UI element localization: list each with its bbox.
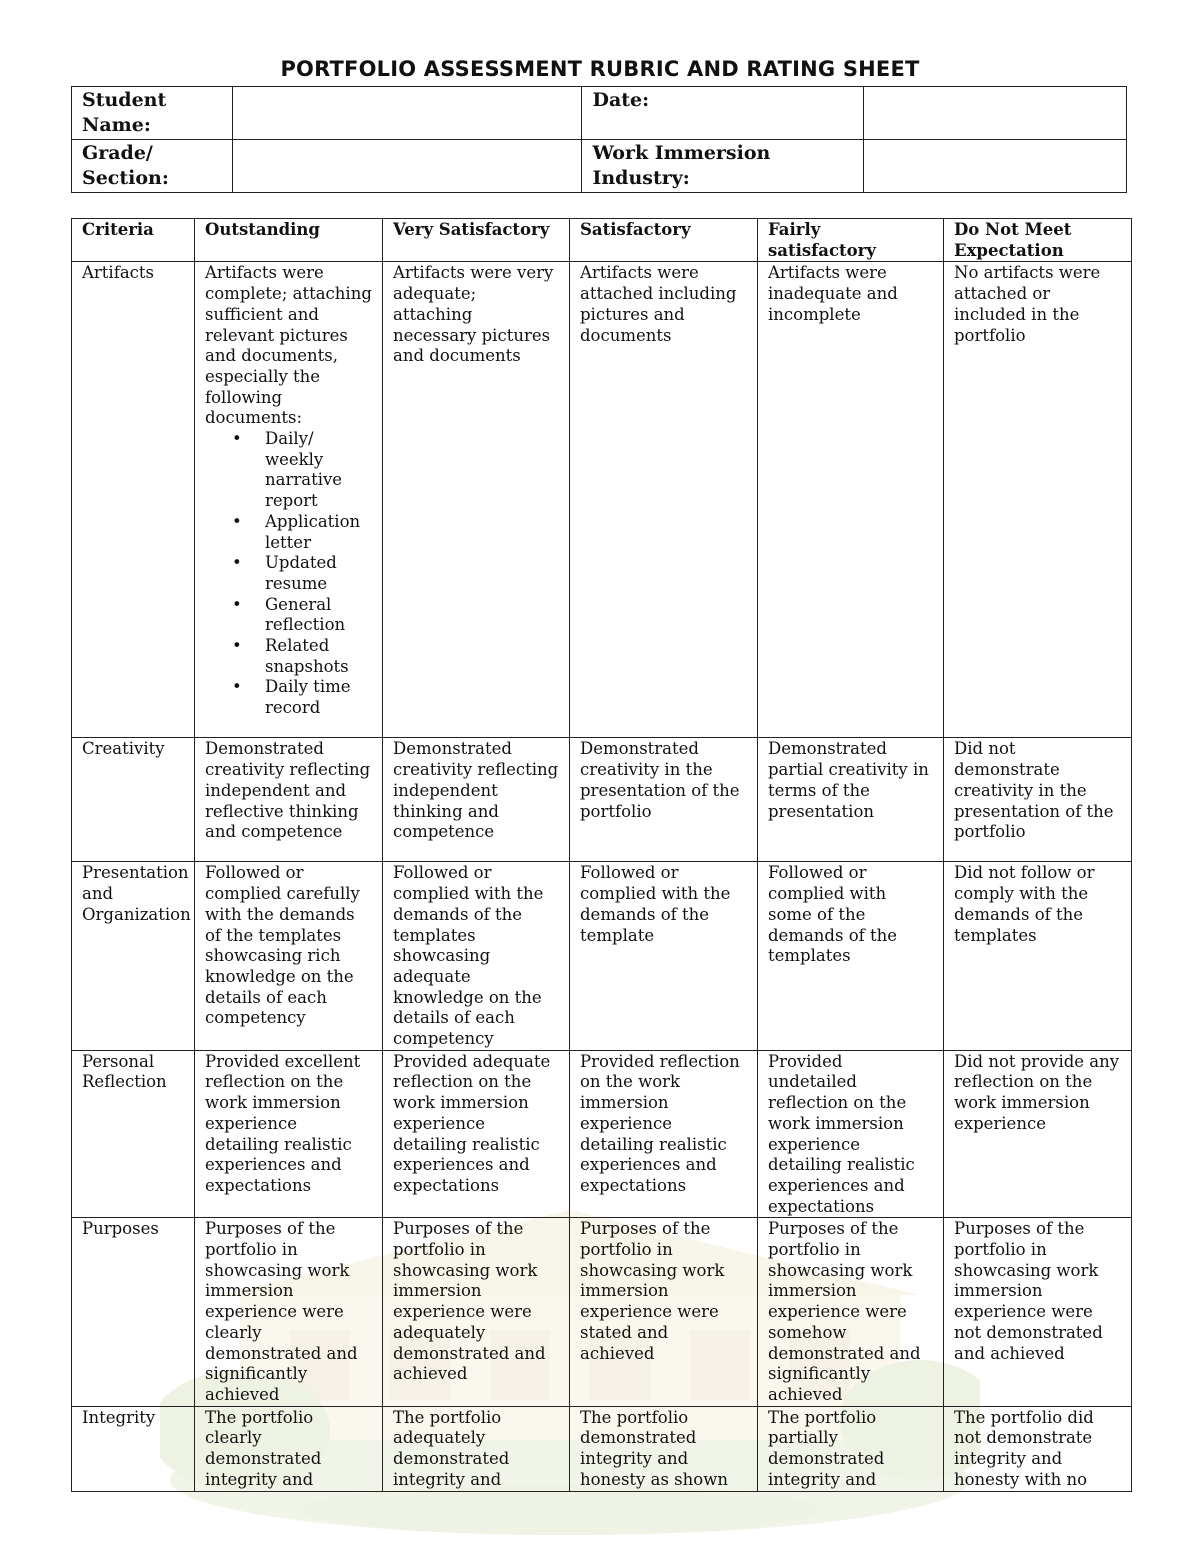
info-row: [72, 140, 1127, 193]
rubric-row-personal-reflection: [72, 1050, 1132, 1218]
criteria-cell: Creativity: [72, 738, 195, 862]
header-very-satisfactory: Very Satisfactory: [383, 219, 570, 262]
satisfactory-cell: The portfolio demonstrated integrity and honesty as shown: [570, 1406, 758, 1491]
list-item: • Daily time record: [265, 677, 372, 718]
grade-section-label: Grade/ Section:: [72, 140, 233, 193]
outstanding-cell: Purposes of the portfolio in showcasing work immersion experience were clearly demonstrated and significantly achieved: [195, 1218, 383, 1406]
header-fairly-satisfactory: Fairly satisfactory: [758, 219, 944, 262]
satisfactory-cell: Followed or complied with the demands of the template: [570, 862, 758, 1050]
very-satisfactory-cell: Demonstrated creativity reflecting independent thinking and competence: [383, 738, 570, 862]
info-row: [72, 87, 1127, 140]
rubric-row-presentation: [72, 862, 1132, 1050]
fairly-satisfactory-cell: Purposes of the portfolio in showcasing work immersion experience were somehow demonstrated and significantly achieved: [758, 1218, 944, 1406]
date-field[interactable]: [864, 87, 1127, 140]
header-outstanding: Outstanding: [195, 219, 383, 262]
industry-label: Work Immersion Industry:: [582, 140, 864, 193]
outstanding-text: Artifacts were complete; attaching sufficient and relevant pictures and documents, especially the following documents:: [205, 263, 372, 428]
header-satisfactory: Satisfactory: [570, 219, 758, 262]
rubric-row-creativity: [72, 738, 1132, 862]
rubric-row-purposes: [72, 1218, 1132, 1406]
very-satisfactory-cell: The portfolio adequately demonstrated integrity and: [383, 1406, 570, 1491]
rubric-table: [71, 218, 1132, 1492]
do-not-meet-cell: Purposes of the portfolio in showcasing work immersion experience were not demonstrated and achieved: [944, 1218, 1132, 1406]
criteria-cell: Personal Reflection: [72, 1050, 195, 1218]
criteria-cell: Artifacts: [72, 262, 195, 738]
do-not-meet-cell: Did not follow or comply with the demands of the templates: [944, 862, 1132, 1050]
header-criteria: Criteria: [72, 219, 195, 262]
list-item: • Application letter: [265, 512, 372, 553]
satisfactory-cell: Provided reflection on the work immersion experience detailing realistic experiences and expectations: [570, 1050, 758, 1218]
do-not-meet-cell: Did not demonstrate creativity in the presentation of the portfolio: [944, 738, 1132, 862]
list-item: • General reflection: [265, 595, 372, 636]
list-item: • Daily/ weekly narrative report: [265, 429, 372, 512]
do-not-meet-cell: Did not provide any reflection on the work immersion experience: [944, 1050, 1132, 1218]
criteria-cell: Integrity: [72, 1406, 195, 1491]
criteria-cell: Purposes: [72, 1218, 195, 1406]
very-satisfactory-cell: Provided adequate reflection on the work immersion experience detailing realistic experiences and expectations: [383, 1050, 570, 1218]
criteria-cell: Presentation and Organization: [72, 862, 195, 1050]
fairly-satisfactory-cell: The portfolio partially demonstrated integrity and: [758, 1406, 944, 1491]
do-not-meet-cell: No artifacts were attached or included in the portfolio: [944, 262, 1132, 738]
very-satisfactory-cell: Followed or complied with the demands of the templates showcasing adequate knowledge on the details of each competency: [383, 862, 570, 1050]
outstanding-cell: Provided excellent reflection on the work immersion experience detailing realistic experiences and expectations: [195, 1050, 383, 1218]
outstanding-cell: Demonstrated creativity reflecting independent and reflective thinking and competence: [195, 738, 383, 862]
fairly-satisfactory-cell: Artifacts were inadequate and incomplete: [758, 262, 944, 738]
fairly-satisfactory-cell: Provided undetailed reflection on the work immersion experience detailing realistic experiences and expectations: [758, 1050, 944, 1218]
fairly-satisfactory-cell: Followed or complied with some of the demands of the templates: [758, 862, 944, 1050]
outstanding-cell: Followed or complied carefully with the demands of the templates showcasing rich knowledge on the details of each competency: [195, 862, 383, 1050]
satisfactory-cell: Demonstrated creativity in the presentation of the portfolio: [570, 738, 758, 862]
do-not-meet-cell: The portfolio did not demonstrate integrity and honesty with no: [944, 1406, 1132, 1491]
outstanding-cell: [195, 262, 383, 738]
rubric-header-row: [72, 219, 1132, 262]
satisfactory-cell: Artifacts were attached including pictures and documents: [570, 262, 758, 738]
required-documents-list: [205, 429, 372, 719]
grade-section-field[interactable]: [232, 140, 582, 193]
rubric-row-integrity: [72, 1406, 1132, 1491]
industry-field[interactable]: [864, 140, 1127, 193]
student-info-table: [71, 86, 1127, 193]
rubric-row-artifacts: [72, 262, 1132, 738]
student-name-field[interactable]: [232, 87, 582, 140]
very-satisfactory-cell: Purposes of the portfolio in showcasing work immersion experience were adequately demonstrated and achieved: [383, 1218, 570, 1406]
outstanding-cell: The portfolio clearly demonstrated integrity and: [195, 1406, 383, 1491]
satisfactory-cell: Purposes of the portfolio in showcasing work immersion experience were stated and achieved: [570, 1218, 758, 1406]
list-item: • Updated resume: [265, 553, 372, 594]
fairly-satisfactory-cell: Demonstrated partial creativity in terms of the presentation: [758, 738, 944, 862]
student-name-label: Student Name:: [72, 87, 233, 140]
very-satisfactory-cell: Artifacts were very adequate; attaching necessary pictures and documents: [383, 262, 570, 738]
header-do-not-meet: Do Not Meet Expectation: [944, 219, 1132, 262]
page-title: PORTFOLIO ASSESSMENT RUBRIC AND RATING SHEET: [280, 57, 920, 81]
date-label: Date:: [582, 87, 864, 140]
list-item: • Related snapshots: [265, 636, 372, 677]
